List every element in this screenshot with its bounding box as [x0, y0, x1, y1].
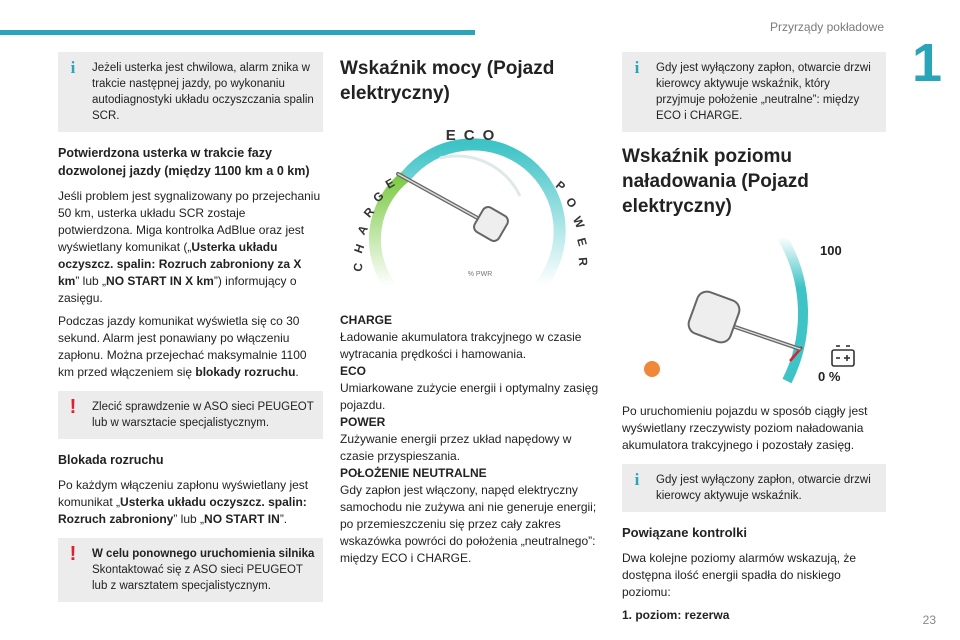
page-number: 23 [922, 613, 936, 627]
neutral-text: Gdy zapłon jest włączony, napęd elektryczny samochodu nie zużywa ani nie generuje energii; po przemieszczeniu się przez cały zakres wskazówka powróci do położenia „neutralnego”: między ECO i CHARGE. [340, 483, 597, 565]
svg-text:P: P [553, 177, 569, 194]
info-box [58, 52, 323, 132]
charge-text: Ładowanie akumulatora trakcyjnego w czasie wytracania prędkości i hamowania. [340, 330, 582, 361]
svg-text:H: H [351, 242, 368, 256]
svg-text:O: O [562, 194, 580, 211]
warning-box [58, 538, 323, 602]
neutral-title: POŁOŻENIE NEUTRALNE [340, 466, 487, 480]
info-box-text: Gdy jest wyłączony zapłon, otwarcie drzwi kierowcy aktywuje wskaźnik, który przyjmuje położenie „neutralne”: między ECO i CHARGE. [656, 62, 871, 122]
svg-text:W: W [569, 214, 588, 231]
info-icon: i [634, 58, 640, 77]
paragraph-start-lock: Po każdym włączeniu zapłonu wyświetlany jest komunikat „Usterka układu oczyszcz. spalin: Rozruch zabroniony” lub „NO START IN”. [58, 478, 309, 526]
top-accent-bar [0, 30, 475, 35]
info-icon: i [634, 470, 640, 489]
page-header-title: Przyrządy pokładowe [769, 20, 884, 34]
paragraph-related-warnings: Dwa kolejne poziomy alarmów wskazują, że dostępna ilość energii spadła do niskiego poziomu: [622, 551, 857, 599]
eco-title: ECO [340, 364, 367, 378]
svg-text:E: E [383, 175, 397, 192]
warning-icon: ! [69, 543, 77, 565]
battery-icon [832, 346, 854, 366]
power-text: Zużywanie energii przez układ napędowy w czasie przyspieszania. [340, 432, 572, 463]
paragraph-charge-level: Po uruchomieniu pojazdu w sposób ciągły jest wyświetlany rzeczywisty poziom naładowania akumulatora trakcyjnego i pozostały zasięg. [622, 404, 868, 452]
info-box-text: Gdy jest wyłączony zapłon, otwarcie drzwi kierowcy aktywuje wskaźnik. [656, 474, 871, 502]
gauge-inner-band [440, 156, 520, 196]
info-box [622, 464, 886, 512]
svg-text:C: C [350, 261, 366, 273]
eco-text: Umiarkowane zużycie energii i optymalny zasięg pojazdu. [340, 381, 599, 412]
charge-level-gauge [622, 229, 872, 389]
chapter-number: 1 [911, 33, 942, 93]
gauge-label-max: 100 [820, 243, 842, 258]
warning-icon: ! [69, 396, 77, 418]
gauge-label-eco: ECO [445, 127, 503, 144]
gauge-hub [472, 205, 510, 243]
level-1-label: 1. poziom: rezerwa [622, 608, 730, 622]
warning-box [58, 391, 323, 439]
info-box-text: Jeżeli usterka jest chwilowa, alarm znika w trakcie następnej jazdy, po wykonaniu autodiagnostyki układu oczyszczania spalin SCR. [92, 62, 314, 122]
power-title: POWER [340, 415, 386, 429]
section-title-charge-level: Wskaźnik poziomu naładowania (Pojazd elektryczny) [622, 146, 809, 217]
paragraph-confirmed-fault: Jeśli problem jest sygnalizowany po przejechaniu 50 km, usterka układu SCR zostaje potwierdzona. Miga kontrolka AdBlue oraz jest wyświetlany komunikat („Usterka układu oczyszcz. spalin: Rozruch zabroniony za X km” lub „NO START IN X km”) informujący o zasięgu. [58, 189, 321, 305]
heading-related-warnings: Powiązane kontrolki [622, 525, 747, 540]
charge-title: CHARGE [340, 313, 393, 327]
charge-hub [686, 289, 742, 345]
column-middle [340, 52, 602, 567]
power-gauge [340, 116, 590, 304]
heading-start-lock: Blokada rozruchu [58, 453, 164, 467]
info-box [622, 52, 886, 132]
orange-warning-lamp [644, 361, 660, 377]
svg-text:A: A [354, 222, 371, 238]
paragraph-alarm-repeat: Podczas jazdy komunikat wyświetla się co 30 sekund. Alarm jest ponawiany po włączeniu zapłonu. Można przejechać maksymalnie 1100 km przed włączeniem się blokady rozruchu. [58, 314, 307, 379]
gauge-label-unit: % PWR [467, 271, 493, 278]
info-icon: i [70, 58, 76, 77]
gauge-label-min: 0 % [818, 369, 841, 384]
svg-text:G: G [370, 188, 387, 206]
svg-text:R: R [360, 204, 378, 221]
svg-text:E: E [574, 236, 590, 248]
gauge-definitions [340, 312, 602, 567]
section-title-power-indicator: Wskaźnik mocy (Pojazd elektryczny) [340, 58, 555, 104]
warning-box-text: Zlecić sprawdzenie w ASO sieci PEUGEOT lub w warsztacie specjalistycznym. [92, 401, 314, 429]
svg-text:R: R [575, 256, 590, 267]
column-right [622, 52, 886, 630]
heading-confirmed-fault: Potwierdzona usterka w trakcie fazy dozwolonej jazdy (między 1100 km a 0 km) [58, 146, 310, 178]
column-left [58, 52, 323, 614]
warning-box-text: W celu ponownego uruchomienia silnika Skontaktować się z ASO sieci PEUGEOT lub z warsztatem specjalistycznym. [92, 548, 315, 592]
